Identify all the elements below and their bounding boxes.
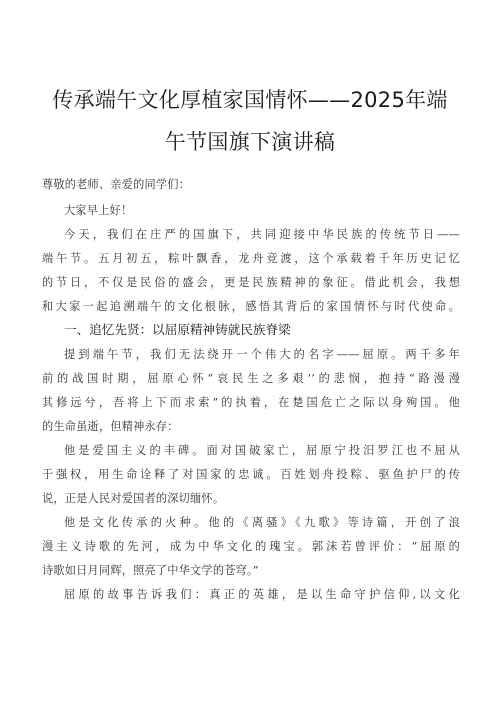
paragraph-line: 诗歌如日月同辉，照亮了中华文学的苍穹。” xyxy=(42,564,259,577)
intro-line: 今天，我们在庄严的国旗下，共同迎接中华民族的传统节日—— xyxy=(64,228,460,241)
paragraph-line: 其修远兮，吾将上下而求索”的执着，在楚国危亡之际以身殉国。他 xyxy=(42,396,460,409)
salutation: 尊敬的老师、亲爱的同学们： xyxy=(42,178,191,191)
document-title-line-1: 传承端午文化厚植家国情怀——2025年端 xyxy=(52,88,448,112)
paragraph-line: 说，正是人民对爱国者的深切缅怀。 xyxy=(42,492,225,505)
intro-line: 和大家一起追溯端午的文化根脉，感悟其背后的家国情怀与时代使命。 xyxy=(42,300,460,313)
paragraph-line: 他是文化传承的火种。他的《离骚》《九歌》等诗篇，开创了浪 xyxy=(64,516,460,529)
greeting: 大家早上好！ xyxy=(64,204,133,217)
document-title-line-2: 午节国旗下演讲稿 xyxy=(164,130,336,154)
section-heading: 一、追忆先贤：以屈原精神铸就民族脊梁 xyxy=(64,322,291,337)
paragraph-line: 他是爱国主义的丰碑。面对国破家亡，屈原宁投汨罗江也不屈从 xyxy=(64,444,460,457)
paragraph-line: 漫主义诗歌的先河，成为中华文化的瑰宝。郭沫若曾评价：“屈原的 xyxy=(42,540,460,553)
paragraph-line: 前的战国时期，屈原心怀“哀民生之多艰’’的悲悯，抱持“路漫漫 xyxy=(42,372,460,385)
paragraph-line: 于强权，用生命诠释了对国家的忠诚。百姓划舟投粽、驱鱼护尸的传 xyxy=(42,468,460,481)
paragraph-line: 屈原的故事告诉我们：真正的英雄，是以生命守护信仰,以文化 xyxy=(64,588,460,601)
intro-line: 的节日，不仅是民俗的盛会，更是民族精神的象征。借此机会，我想 xyxy=(42,276,460,289)
intro-line: 端午节。五月初五，粽叶飘香，龙舟竞渡，这个承载着千年历史记忆 xyxy=(42,252,460,265)
paragraph-line: 的生命虽逝，但精神永存： xyxy=(42,420,179,433)
paragraph-line: 提到端午节，我们无法绕开一个伟大的名字——屈原。两千多年 xyxy=(64,348,460,361)
